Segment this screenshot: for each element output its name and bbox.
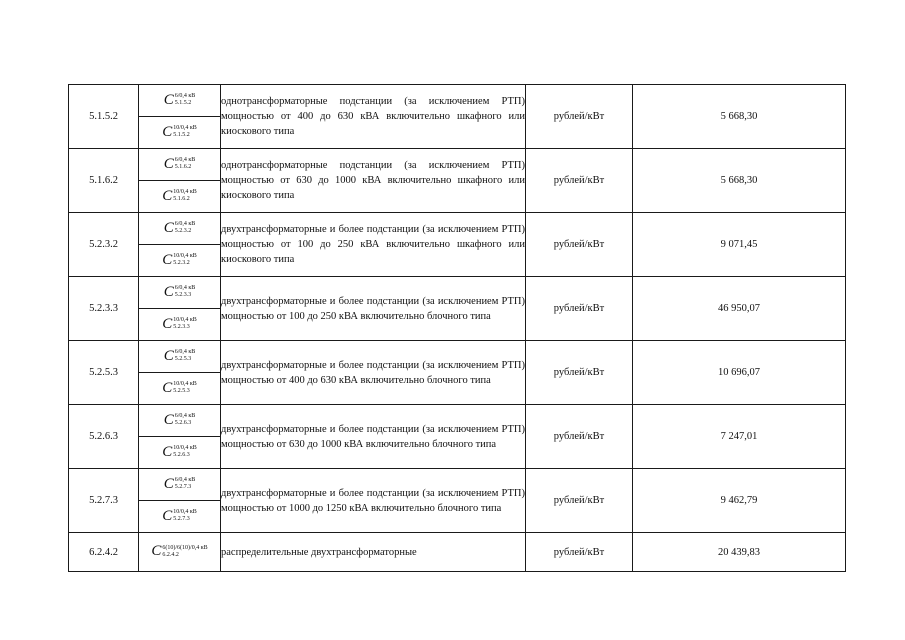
rate-symbol-indices xyxy=(173,317,197,331)
row-description: распределительные двухтрансформаторные xyxy=(221,533,526,572)
rate-symbol-letter: C xyxy=(163,411,174,428)
table-row xyxy=(69,149,846,181)
symbol-cell xyxy=(139,501,221,533)
rate-symbol-indices xyxy=(173,253,197,267)
rate-symbol-letter: C xyxy=(163,283,174,300)
symbol-cell xyxy=(139,341,221,373)
item-subscript: 5.2.3.3 xyxy=(173,324,190,330)
item-subscript: 5.2.6.3 xyxy=(174,420,192,426)
symbol-cell xyxy=(139,373,221,405)
row-unit: рублей/кВт xyxy=(526,533,633,572)
tariff-rate-symbol xyxy=(164,477,196,492)
rate-symbol-indices xyxy=(175,413,196,427)
symbol-cell xyxy=(139,533,221,572)
symbol-cell xyxy=(139,309,221,341)
table-row xyxy=(69,533,846,572)
table-row xyxy=(69,469,846,501)
tariff-rate-symbol xyxy=(164,413,196,428)
row-value: 7 247,01 xyxy=(633,405,846,469)
row-unit: рублей/кВт xyxy=(526,85,633,149)
row-description: двухтрансформаторные и более подстанции (за исключением РТП) мощностью от 1000 до 1250 кВА включительно блочного типа xyxy=(221,469,526,533)
voltage-superscript: 6/0,4 кВ xyxy=(174,285,196,291)
row-value: 5 668,30 xyxy=(633,149,846,213)
row-description: однотрансформаторные подстанции (за исключением РТП) мощностью от 400 до 630 кВА включительно шкафного или киоскового типа xyxy=(221,85,526,149)
voltage-superscript: 10/0,4 кВ xyxy=(173,189,197,195)
symbol-cell xyxy=(139,149,221,181)
voltage-superscript: 10/0,4 кВ xyxy=(173,381,197,387)
row-description: двухтрансформаторные и более подстанции (за исключением РТП) мощностью от 630 до 1000 кВА включительно блочного типа xyxy=(221,405,526,469)
rate-symbol-letter: C xyxy=(162,315,173,332)
voltage-superscript: 6/0,4 кВ xyxy=(174,93,196,99)
symbol-cell xyxy=(139,277,221,309)
table-row xyxy=(69,213,846,245)
rate-symbol-letter: C xyxy=(163,155,174,172)
tariff-rate-symbol xyxy=(164,93,196,108)
rate-symbol-indices xyxy=(175,221,196,235)
row-number: 5.1.5.2 xyxy=(69,85,139,149)
row-description: однотрансформаторные подстанции (за исключением РТП) мощностью от 630 до 1000 кВА включительно шкафного или киоскового типа xyxy=(221,149,526,213)
voltage-superscript: 6/0,4 кВ xyxy=(174,221,196,227)
rate-symbol-letter: C xyxy=(162,123,173,140)
row-description: двухтрансформаторные и более подстанции (за исключением РТП) мощностью от 100 до 250 кВА включительно шкафного или киоскового типа xyxy=(221,213,526,277)
symbol-cell xyxy=(139,405,221,437)
symbol-cell xyxy=(139,181,221,213)
voltage-superscript: 10/0,4 кВ xyxy=(173,253,197,259)
table-row xyxy=(69,277,846,309)
rate-symbol-letter: C xyxy=(163,475,174,492)
voltage-superscript: 6/0,4 кВ xyxy=(174,349,196,355)
row-value: 9 462,79 xyxy=(633,469,846,533)
symbol-cell xyxy=(139,245,221,277)
voltage-superscript: 6(10)/6(10)/0,4 кВ xyxy=(162,544,208,551)
table-row xyxy=(69,341,846,373)
item-subscript: 5.2.3.2 xyxy=(174,228,192,234)
rate-symbol-indices xyxy=(175,349,196,363)
item-subscript: 6.2.4.2 xyxy=(162,551,179,558)
tariff-table-body xyxy=(69,85,846,572)
tariff-rate-symbol xyxy=(164,221,196,236)
row-number: 5.2.7.3 xyxy=(69,469,139,533)
voltage-superscript: 10/0,4 кВ xyxy=(173,317,197,323)
rate-symbol-indices xyxy=(173,125,197,139)
voltage-superscript: 6/0,4 кВ xyxy=(174,157,196,163)
tariff-rate-symbol xyxy=(162,125,197,140)
rate-symbol-indices xyxy=(175,477,196,491)
item-subscript: 5.1.5.2 xyxy=(173,132,190,138)
item-subscript: 5.2.3.2 xyxy=(173,260,190,266)
rate-symbol-indices xyxy=(173,445,197,459)
table-row xyxy=(69,405,846,437)
row-unit: рублей/кВт xyxy=(526,341,633,405)
row-number: 5.2.3.3 xyxy=(69,277,139,341)
rate-symbol-indices xyxy=(175,285,196,299)
row-number: 5.1.6.2 xyxy=(69,149,139,213)
item-subscript: 5.1.6.2 xyxy=(174,164,192,170)
symbol-cell xyxy=(139,437,221,469)
rate-symbol-letter: C xyxy=(162,251,173,268)
item-subscript: 5.2.7.3 xyxy=(173,516,190,522)
row-value: 5 668,30 xyxy=(633,85,846,149)
row-value: 9 071,45 xyxy=(633,213,846,277)
symbol-cell xyxy=(139,213,221,245)
item-subscript: 5.2.7.3 xyxy=(174,484,192,490)
rate-symbol-indices xyxy=(173,189,197,203)
row-value: 20 439,83 xyxy=(633,533,846,572)
tariff-rate-symbol xyxy=(151,544,207,559)
row-value: 10 696,07 xyxy=(633,341,846,405)
rate-symbol-letter: C xyxy=(162,443,173,460)
symbol-cell xyxy=(139,117,221,149)
voltage-superscript: 10/0,4 кВ xyxy=(173,445,197,451)
rate-symbol-indices xyxy=(173,509,197,523)
rate-symbol-letter: C xyxy=(162,187,173,204)
rate-symbol-letter: C xyxy=(151,543,162,559)
row-unit: рублей/кВт xyxy=(526,469,633,533)
tariff-rate-symbol xyxy=(162,445,197,460)
tariff-rate-symbol xyxy=(164,349,196,364)
row-unit: рублей/кВт xyxy=(526,149,633,213)
item-subscript: 5.1.6.2 xyxy=(173,196,190,202)
rate-symbol-letter: C xyxy=(163,347,174,364)
tariff-rate-symbol xyxy=(164,285,196,300)
tariff-rate-symbol xyxy=(162,253,197,268)
rate-symbol-letter: C xyxy=(163,219,174,236)
rate-symbol-letter: C xyxy=(162,507,173,524)
row-unit: рублей/кВт xyxy=(526,405,633,469)
row-description: двухтрансформаторные и более подстанции (за исключением РТП) мощностью от 100 до 250 кВА включительно блочного типа xyxy=(221,277,526,341)
table-row xyxy=(69,85,846,117)
row-number: 5.2.3.2 xyxy=(69,213,139,277)
item-subscript: 5.2.3.3 xyxy=(174,292,192,298)
voltage-superscript: 6/0,4 кВ xyxy=(174,413,196,419)
rate-symbol-indices xyxy=(173,381,197,395)
voltage-superscript: 10/0,4 кВ xyxy=(173,509,197,515)
row-unit: рублей/кВт xyxy=(526,213,633,277)
tariff-rate-symbol xyxy=(162,189,197,204)
item-subscript: 5.2.5.3 xyxy=(174,356,192,362)
rate-symbol-letter: C xyxy=(163,91,174,108)
row-unit: рублей/кВт xyxy=(526,277,633,341)
row-number: 6.2.4.2 xyxy=(69,533,139,572)
symbol-cell xyxy=(139,469,221,501)
row-value: 46 950,07 xyxy=(633,277,846,341)
tariff-rate-symbol xyxy=(162,381,197,396)
row-description: двухтрансформаторные и более подстанции (за исключением РТП) мощностью от 400 до 630 кВА включительно блочного типа xyxy=(221,341,526,405)
tariff-rate-symbol xyxy=(164,157,196,172)
item-subscript: 5.1.5.2 xyxy=(174,100,192,106)
item-subscript: 5.2.6.3 xyxy=(173,452,190,458)
symbol-cell xyxy=(139,85,221,117)
voltage-superscript: 10/0,4 кВ xyxy=(173,125,197,131)
tariff-rate-symbol xyxy=(162,509,197,524)
row-number: 5.2.6.3 xyxy=(69,405,139,469)
voltage-superscript: 6/0,4 кВ xyxy=(174,477,196,483)
rate-symbol-letter: C xyxy=(162,379,173,396)
tariff-rate-symbol xyxy=(162,317,197,332)
row-number: 5.2.5.3 xyxy=(69,341,139,405)
item-subscript: 5.2.5.3 xyxy=(173,388,190,394)
rate-symbol-indices xyxy=(175,93,196,107)
rate-symbol-indices xyxy=(175,157,196,171)
rate-symbol-indices xyxy=(162,545,207,559)
tariff-table xyxy=(68,84,846,572)
